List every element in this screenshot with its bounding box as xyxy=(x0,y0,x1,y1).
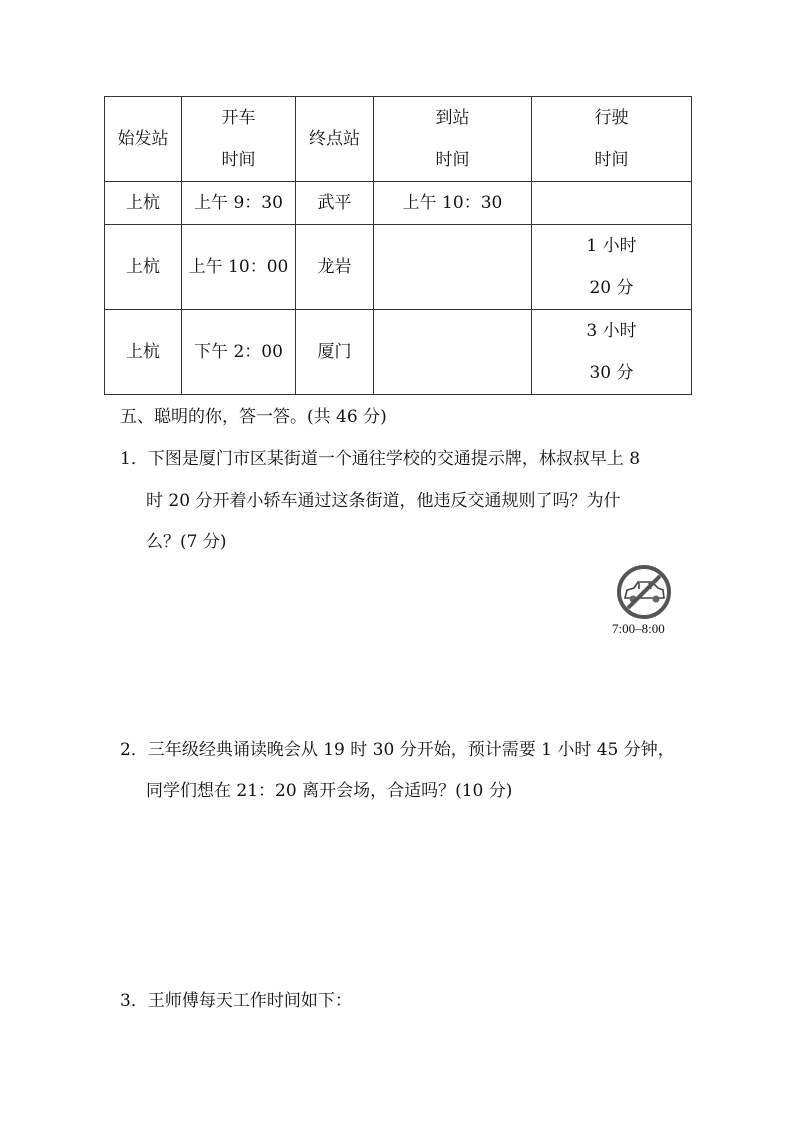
cell-depart: 上午 10：00 xyxy=(182,225,296,310)
section-title: 五、聪明的你，答一答。(共 46 分) xyxy=(120,407,387,427)
cell-arrive: 上午 10：30 xyxy=(374,182,532,225)
table-row xyxy=(105,182,692,225)
bus-schedule-table xyxy=(104,96,692,395)
cell-start: 上杭 xyxy=(105,225,182,310)
cell-start: 上杭 xyxy=(105,310,182,395)
cell-duration xyxy=(532,182,692,225)
header-arrive-time: 到站 时间 xyxy=(374,97,532,182)
question-1-line-1: 1．下图是厦门市区某街道一个通往学校的交通提示牌，林叔叔早上 8 xyxy=(120,449,641,469)
question-2-line-1: 2．三年级经典诵读晚会从 19 时 30 分开始，预计需要 1 小时 45 分钟， xyxy=(120,740,675,760)
question-1-line-3: 么？(7 分) xyxy=(146,532,227,552)
cell-end: 武平 xyxy=(296,182,374,225)
cell-end: 龙岩 xyxy=(296,225,374,310)
question-3-line-1: 3．王师傅每天工作时间如下： xyxy=(120,991,352,1011)
header-duration: 行驶 时间 xyxy=(532,97,692,182)
header-depart-time: 开车 时间 xyxy=(182,97,296,182)
cell-depart: 下午 2：00 xyxy=(182,310,296,395)
table-row xyxy=(105,225,692,310)
cell-arrive xyxy=(374,225,532,310)
table-row xyxy=(105,310,692,395)
header-start-station: 始发站 xyxy=(105,97,182,182)
cell-arrive xyxy=(374,310,532,395)
sign-time-label: 7:00–8:00 xyxy=(612,621,665,636)
cell-start: 上杭 xyxy=(105,182,182,225)
cell-depart: 上午 9：30 xyxy=(182,182,296,225)
no-car-sign-icon xyxy=(616,564,672,620)
cell-end: 厦门 xyxy=(296,310,374,395)
question-1-line-2: 时 20 分开着小轿车通过这条街道，他违反交通规则了吗？为什 xyxy=(146,491,621,511)
header-end-station: 终点站 xyxy=(296,97,374,182)
cell-duration: 3 小时 30 分 xyxy=(532,310,692,395)
cell-duration: 1 小时 20 分 xyxy=(532,225,692,310)
table-header-row xyxy=(105,97,692,182)
question-2-line-2: 同学们想在 21：20 离开会场，合适吗？(10 分) xyxy=(146,781,513,801)
